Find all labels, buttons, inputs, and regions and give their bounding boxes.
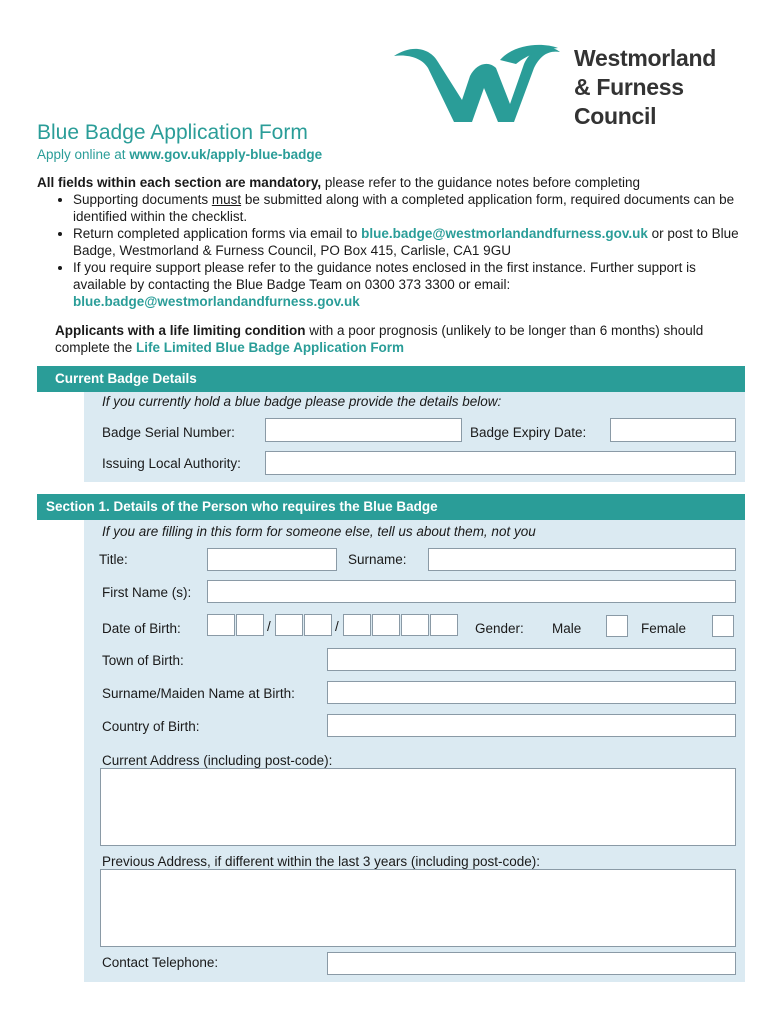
current-address-label: Current Address (including post-code): [102, 753, 333, 768]
female-checkbox[interactable] [712, 615, 734, 637]
mandatory-bold: All fields within each section are mandatory, [37, 175, 322, 190]
bullet2-text-b: or post to Blue Badge, Westmorland & Furness Council, PO Box 415, Carlisle, CA1 9GU [73, 226, 739, 258]
mandatory-note [37, 174, 747, 191]
bullet2-text-a: Return completed application forms via email to [73, 226, 362, 241]
bullet1-text-b: be submitted along with a completed application form, required documents can be identified within the checklist. [73, 192, 735, 224]
logo-line-3: Council [574, 103, 657, 129]
logo-line-2: & Furness [574, 74, 684, 100]
town-of-birth-input[interactable] [327, 648, 736, 671]
title-label: Title: [99, 552, 128, 567]
apply-prefix: Apply online at [37, 147, 130, 162]
bullet1-must: must [211, 192, 242, 207]
badge-expiry-label: Badge Expiry Date: [470, 425, 587, 440]
dob-month-digit-2[interactable] [304, 614, 332, 636]
male-checkbox[interactable] [606, 615, 628, 637]
maiden-name-label: Surname/Maiden Name at Birth: [102, 686, 295, 701]
dob-day-digit-2[interactable] [236, 614, 264, 636]
apply-online-link[interactable]: www.gov.uk/apply-blue-badge [129, 147, 323, 162]
badge-expiry-input[interactable] [610, 418, 736, 442]
town-of-birth-label: Town of Birth: [102, 653, 184, 668]
badge-serial-input[interactable] [265, 418, 462, 442]
wf-wave-logo-icon [392, 42, 562, 124]
current-badge-instruction: If you currently hold a blue badge please provide the details below: [102, 394, 502, 409]
badge-serial-label: Badge Serial Number: [102, 425, 235, 440]
female-label: Female [641, 621, 687, 636]
issuing-authority-label: Issuing Local Authority: [102, 456, 241, 471]
bullet1-text-a: Supporting documents [73, 192, 212, 207]
intro-block [37, 174, 747, 310]
life-limited-form-link[interactable]: Life Limited Blue Badge Application Form [136, 340, 405, 355]
first-name-label: First Name (s): [102, 585, 192, 600]
dob-label: Date of Birth: [102, 621, 181, 636]
gender-label: Gender: [475, 621, 524, 636]
form-title: Blue Badge Application Form [37, 121, 308, 144]
guidance-list [37, 191, 747, 310]
dob-separator: / [335, 619, 339, 634]
maiden-name-input[interactable] [327, 681, 736, 704]
contact-telephone-label: Contact Telephone: [102, 955, 219, 970]
list-item [73, 259, 747, 310]
dob-day-digit-1[interactable] [207, 614, 235, 636]
surname-label: Surname: [348, 552, 407, 567]
dob-separator: / [267, 619, 271, 634]
mandatory-rest: please refer to the guidance notes before completing [321, 175, 641, 190]
dob-year-digit-2[interactable] [372, 614, 400, 636]
dob-year-digit-1[interactable] [343, 614, 371, 636]
surname-input[interactable] [428, 548, 736, 571]
issuing-authority-input[interactable] [265, 451, 736, 475]
life-limiting-note [55, 322, 735, 356]
dob-year-digit-3[interactable] [401, 614, 429, 636]
dob-month-digit-1[interactable] [275, 614, 303, 636]
dob-year-digit-4[interactable] [430, 614, 458, 636]
limiting-rest: with a poor prognosis (unlikely to be longer than 6 months) should complete the [55, 323, 704, 355]
bullet3-text-a: If you require support please refer to the guidance notes enclosed in the first instance. Further support is available by contacting the Blue Badge Team on 0300 373 3300 or email: [73, 260, 696, 292]
male-label: Male [552, 621, 582, 636]
apply-online-line [37, 147, 322, 162]
limiting-bold: Applicants with a life limiting condition [55, 323, 306, 338]
council-logo [392, 42, 562, 124]
current-address-input[interactable] [100, 768, 736, 846]
section1-heading: Section 1. Details of the Person who requires the Blue Badge [37, 494, 745, 520]
title-input[interactable] [207, 548, 337, 571]
country-of-birth-input[interactable] [327, 714, 736, 737]
section1-instruction: If you are filling in this form for someone else, tell us about them, not you [102, 524, 536, 539]
contact-telephone-input[interactable] [327, 952, 736, 975]
list-item [73, 225, 747, 259]
current-badge-heading: Current Badge Details [37, 366, 745, 392]
logo-line-1: Westmorland [574, 45, 716, 71]
country-of-birth-label: Country of Birth: [102, 719, 200, 734]
first-name-input[interactable] [207, 580, 736, 603]
council-name [574, 44, 716, 131]
email-link[interactable]: blue.badge@westmorlandandfurness.gov.uk [361, 226, 648, 241]
previous-address-input[interactable] [100, 869, 736, 947]
previous-address-label: Previous Address, if different within the last 3 years (including post-code): [102, 854, 540, 869]
list-item [73, 191, 747, 225]
support-email-link[interactable]: blue.badge@westmorlandandfurness.gov.uk [73, 294, 360, 309]
